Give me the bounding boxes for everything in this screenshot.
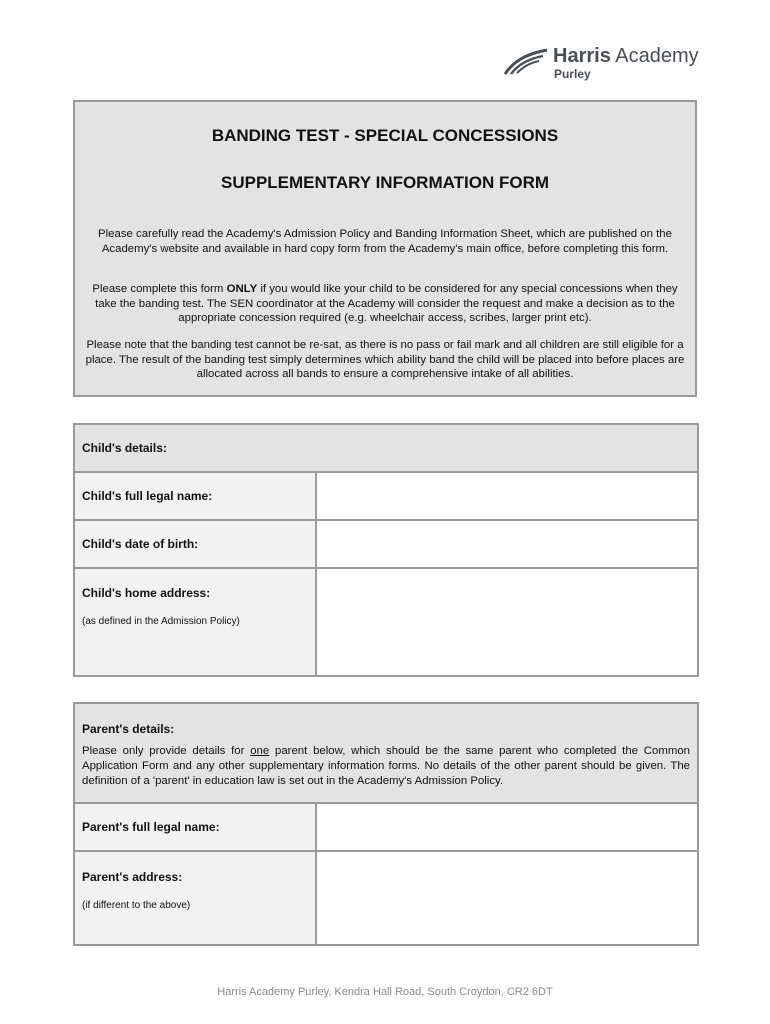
child-details-table — [73, 423, 699, 677]
logo-subtitle: Purley — [554, 67, 591, 81]
parent-details-header: Parent's details: Please only provide details for one parent below, which should be the same parent who completed the Common Application Form and any other supplementary information forms. No details of the other parent should be given. The definition of a 'parent' in education law is set out in the Academy's Admission Policy. — [74, 703, 698, 803]
child-address-note: (as defined in the Admission Policy) — [82, 616, 240, 627]
harris-academy-logo — [503, 42, 703, 84]
intro-paragraph-2: Please complete this form ONLY if you would like your child to be considered for any special concessions when they take the banding test. The SEN coordinator at the Academy will consider the request and make a decision as to the appropriate concession required (e.g. wheelchair access, scribes, larger print etc). — [92, 283, 678, 325]
child-address-label: Child's home address: (as defined in the Admission Policy) — [74, 568, 316, 676]
intro-panel — [73, 100, 697, 397]
parent-name-field[interactable] — [316, 803, 698, 851]
form-title: BANDING TEST - SPECIAL CONCESSIONS — [211, 126, 559, 145]
intro-paragraph-1: Please carefully read the Academy's Admission Policy and Banding Information Sheet, which are published on the Academy's website and available in hard copy form from the Academy's main office, before completing this form. — [98, 228, 672, 255]
parent-address-field[interactable] — [316, 851, 698, 945]
child-dob-field[interactable] — [316, 520, 698, 568]
child-name-field[interactable] — [316, 472, 698, 520]
child-name-label: Child's full legal name: — [74, 472, 316, 520]
parent-details-info: Please only provide details for one parent below, which should be the same parent who completed the Common Application Form and any other supplementary information forms. No details of the other parent should be given. The definition of a 'parent' in education law is set out in the Academy's Admission Policy. — [82, 745, 690, 787]
child-address-field[interactable] — [316, 568, 698, 676]
parent-address-label: Parent's address: (if different to the above) — [74, 851, 316, 945]
child-dob-label: Child's date of birth: — [74, 520, 316, 568]
logo-swoosh-icon — [503, 48, 549, 76]
parent-address-note: (if different to the above) — [82, 900, 191, 911]
form-subtitle: SUPPLEMENTARY INFORMATION FORM — [220, 173, 550, 192]
footer-address: Harris Academy Purley, Kendra Hall Road, South Croydon, CR2 6DT — [217, 986, 553, 998]
child-details-header: Child's details: — [74, 424, 698, 472]
parent-name-label: Parent's full legal name: — [74, 803, 316, 851]
logo-brand: Harris Academy — [553, 45, 699, 67]
intro-paragraph-3: Please note that the banding test cannot be re-sat, as there is no pass or fail mark and all children are still eligible for a place. The result of the banding test simply determines which ability band the child will be placed into before places are allocated across all bands to ensure a comprehensive intake of all abilities. — [85, 339, 685, 381]
parent-details-table — [73, 702, 699, 946]
